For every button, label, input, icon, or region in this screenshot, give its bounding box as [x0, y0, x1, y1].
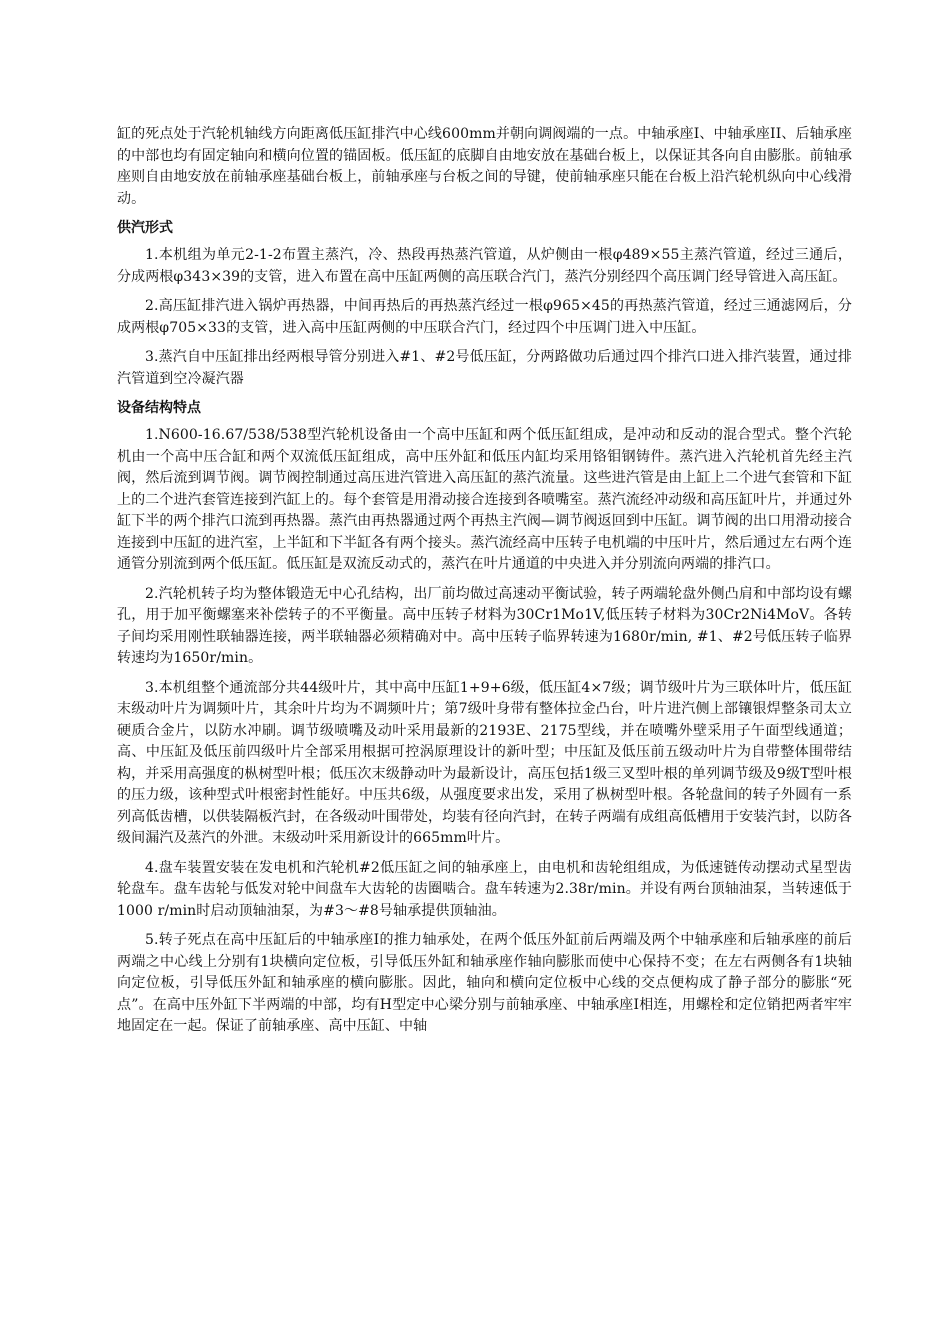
section-heading-structure: 设备结构特点: [117, 400, 201, 416]
structure-item-2: 2.汽轮机转子均为整体锻造无中心孔结构，出厂前均做过高速动平衡试验，转子两端轮盘外侧凸肩和中部均设有螺孔，用于加平衡螺塞来补偿转子的不平衡量。高中压转子材料为30Cr1Mo1V,低压转子材料为30Cr2Ni4MoV。各转子间均采用刚性联轴器连接，两半联轴器必须精确对中。高中压转子临界转速为1680r/min, #1、#2号低压转子临界转速均为1650r/min。: [117, 585, 852, 666]
structure-item-5: 5.转子死点在高中压缸后的中轴承座Ⅰ的推力轴承处，在两个低压外缸前后两端及两个中轴承座和后轴承座的前后两端之中心线上分别有1块横向定位板，引导低压外缸和轴承座作轴向膨胀而使中心保持不变；在左右两侧各有1块轴向定位板，引导低压外缸和轴承座的横向膨胀。因此，轴向和横向定位板中心线的交点便构成了静子部分的膨胀“死点”。在高中压外缸下半两端的中部，均有H型定中心梁分别与前轴承座、中轴承座Ⅰ相连，用螺栓和定位销把两者牢牢地固定在一起。保证了前轴承座、高中压缸、中轴: [117, 932, 852, 1034]
document-page: [117, 124, 852, 1046]
intro-paragraph: 缸的死点处于汽轮机轴线方向距离低压缸排汽中心线600mm并朝向调阀端的一点。中轴承座I、中轴承座II、后轴承座的中部也均有固定轴向和横向位置的锚固板。低压缸的底脚自由地安放在基础台板上，以保证其各向自由膨胀。前轴承座则自由地安放在前轴承座基础台板上，前轴承座与台板之间的导键，使前轴承座只能在台板上沿汽轮机纵向中心线滑动。: [117, 126, 852, 207]
structure-item-3: 3.本机组整个通流部分共44级叶片，其中高中压缸1+9+6级，低压缸4×7级；调节级叶片为三联体叶片，低压缸末级动叶片为调频叶片，其余叶片均为不调频叶片；第7级叶身带有整体拉金凸台，叶片进汽侧上部镶银焊整条司太立硬质合金片，以防水冲刷。调节级喷嘴及动叶采用最新的2193E、2175型线，并在喷嘴外壁采用子午面型线通道；高、中压缸及低压前四级叶片全部采用根据可控涡原理设计的新叶型；中压缸及低压前五级动叶片为自带整体围带结构，并采用高强度的枞树型叶根；低压次末级静动叶为最新设计，高压包括1级三叉型叶根的单列调节级及9级T型叶根的压力级，该种型式叶根密封性能好。中压共6级，从强度要求出发，采用了枞树型叶根。各轮盘间的转子外圆有一系列高低齿槽，以供装隔板汽封，在各级动叶围带处，均装有径向汽封，在转子两端有成组高低槽用于安装汽封，以防各级间漏汽及蒸汽的外泄。末级动叶采用新设计的665mm叶片。: [117, 679, 852, 846]
section-heading-steam-supply: 供汽形式: [117, 220, 173, 236]
steam-supply-item-3: 3.蒸汽自中压缸排出经两根导管分别进入#1、#2号低压缸，分两路做功后通过四个排汽口进入排汽装置，通过排汽管道到空冷凝汽器: [117, 349, 852, 387]
structure-item-4: 4.盘车装置安装在发电机和汽轮机#2低压缸之间的轴承座上，由电机和齿轮组组成，为低速链传动摆动式星型齿轮盘车。盘车齿轮与低发对轮中间盘车大齿轮的齿圈啮合。盘车转速为2.38r/min。并设有两台顶轴油泵，当转速低于1000 r/min时启动顶轴油泵，为#3～#8号轴承提供顶轴油。: [117, 859, 852, 919]
structure-item-1: 1.N600-16.67/538/538型汽轮机设备由一个高中压缸和两个低压缸组成，是冲动和反动的混合型式。整个汽轮机由一个高中压合缸和两个双流低压缸组成，高中压外缸和低压内缸均采用铬钼钢铸件。蒸汽进入汽轮机首先经主汽阀，然后流到调节阀。调节阀控制通过高压进汽管进入高压缸的蒸汽流量。这些进汽管是由上缸上二个进气套管和下缸上的二个进汽套管连接到汽缸上的。每个套管是用滑动接合连接到各喷嘴室。蒸汽流经冲动级和高压缸叶片，并通过外缸下半的两个排汽口流到再热器。蒸汽由再热器通过两个再热主汽阀—调节阀返回到中压缸。调节阀的出口用滑动接合连接到中压缸的进汽室，上半缸和下半缸各有两个接头。蒸汽流经高中压转子电机端的中压叶片，然后通过左右两个连通管分别流到两个低压缸。低压缸是双流反动式的，蒸汽在叶片通道的中央进入并分别流向两端的排汽口。: [117, 427, 852, 572]
steam-supply-item-2: 2.高压缸排汽进入锅炉再热器，中间再热后的再热蒸汽经过一根φ965×45的再热蒸汽管道，经过三通滤网后，分成两根φ705×33的支管，进入高中压缸两侧的中压联合汽门，经过四个中压调门进入中压缸。: [117, 298, 852, 336]
steam-supply-item-1: 1.本机组为单元2-1-2布置主蒸汽，冷、热段再热蒸汽管道，从炉侧由一根φ489×55主蒸汽管道，经过三通后，分成两根φ343×39的支管，进入布置在高中压缸两侧的高压联合汽门，蒸汽分别经四个高压调门经导管进入高压缸。: [117, 247, 852, 285]
